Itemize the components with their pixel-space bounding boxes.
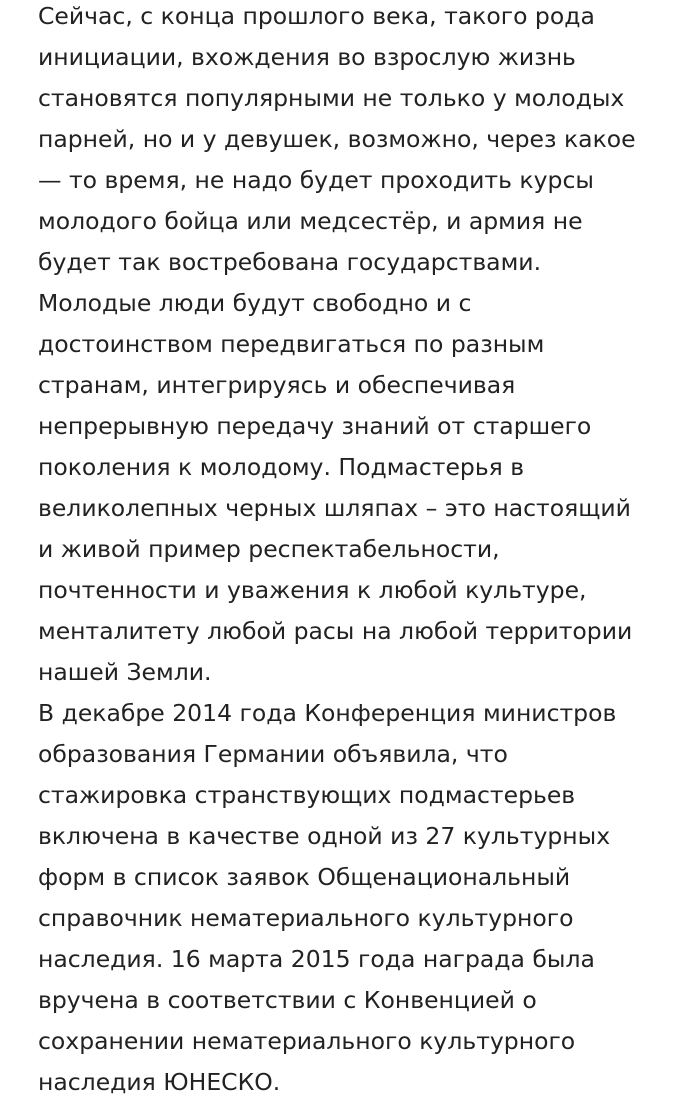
paragraph-line: Молодые люди будут свободно и с (38, 289, 472, 317)
paragraph-line: сохранении нематериального культурного (38, 1027, 576, 1055)
article-paragraph (38, 693, 662, 1103)
paragraph-line: молодого бойца или медсестёр, и армия не (38, 207, 583, 235)
paragraph-line: почтенности и уважения к любой культуре, (38, 576, 587, 604)
article-body (38, 0, 662, 1103)
paragraph-line: Сейчас, с конца прошлого века, такого рода (38, 2, 595, 30)
paragraph-line: достоинством передвигаться по разным (38, 330, 545, 358)
paragraph-line: инициации, вхождения во взрослую жизнь (38, 43, 576, 71)
paragraph-line: менталитету любой расы на любой территории (38, 617, 633, 645)
paragraph-line: стажировка странствующих подмастерьев (38, 781, 576, 809)
paragraph-line: справочник нематериального культурного (38, 904, 574, 932)
paragraph-line: и живой пример респектабельности, (38, 535, 500, 563)
paragraph-line: странам, интегрируясь и обеспечивая (38, 371, 516, 399)
paragraph-line: вручена в соответствии с Конвенцией о (38, 986, 537, 1014)
paragraph-line: будет так востребована государствами. (38, 248, 542, 276)
paragraph-line: великолепных черных шляпах – это настоящий (38, 494, 631, 522)
paragraph-line: В декабре 2014 года Конференция министров (38, 699, 617, 727)
paragraph-line: наследия ЮНЕСКО. (38, 1068, 281, 1096)
paragraph-line: непрерывную передачу знаний от старшего (38, 412, 592, 440)
paragraph-line: образования Германии объявила, что (38, 740, 508, 768)
paragraph-line: поколения к молодому. Подмастерья в (38, 453, 525, 481)
paragraph-line: наследия. 16 марта 2015 года награда была (38, 945, 595, 973)
paragraph-line: — то время, не надо будет проходить курсы (38, 166, 594, 194)
paragraph-line: форм в список заявок Общенациональный (38, 863, 571, 891)
paragraph-line: нашей Земли. (38, 658, 212, 686)
paragraph-line: становятся популярными не только у молодых (38, 84, 625, 112)
paragraph-line: включена в качестве одной из 27 культурных (38, 822, 611, 850)
paragraph-line: парней, но и у девушек, возможно, через какое (38, 125, 636, 153)
article-paragraph (38, 0, 662, 693)
